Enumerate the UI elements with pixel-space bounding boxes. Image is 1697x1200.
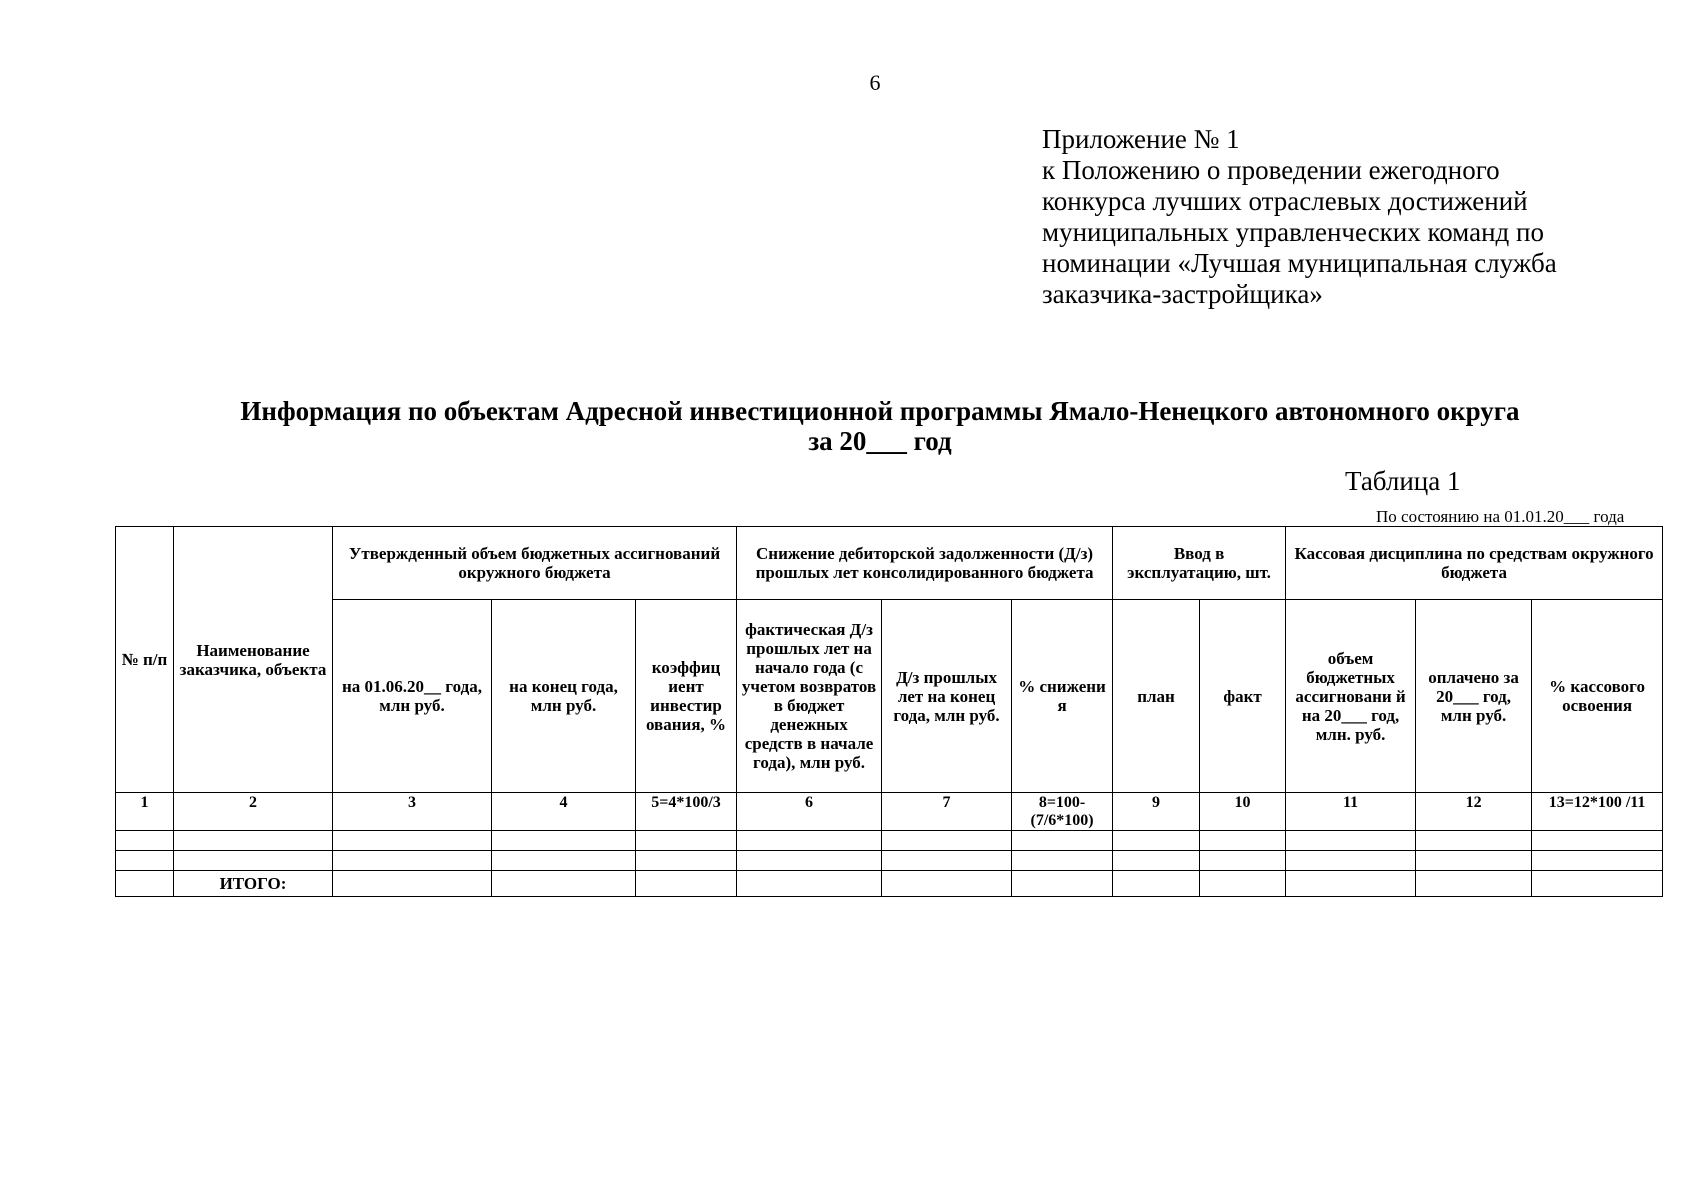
empty-cell [1012,871,1113,897]
subheader-cell: коэффиц иент инвестир ования, % [636,600,737,793]
total-label: ИТОГО: [174,871,333,897]
empty-cell [1113,851,1200,871]
empty-cell [492,831,636,851]
empty-cell [1113,871,1200,897]
subheader-cell: % кассового освоения [1532,600,1663,793]
empty-row [116,851,1663,871]
header-debt-group: Снижение дебиторской задолженности (Д/з) прошлых лет консолидированного бюджета [737,527,1113,600]
empty-cell [1286,871,1416,897]
empty-cell [1200,871,1286,897]
header-number: № п/п [116,527,174,793]
empty-cell [1416,871,1532,897]
empty-cell [737,871,882,897]
annex-line: Приложение № 1 [1042,124,1240,154]
empty-cell [636,871,737,897]
column-number: 12 [1416,793,1532,831]
subheader-cell: на 01.06.20__ года, млн руб. [333,600,492,793]
annex-block [1042,124,1662,310]
column-number: 9 [1113,793,1200,831]
subheader-cell: оплачено за 20___ год, млн руб. [1416,600,1532,793]
annex-line: к Положению о проведении ежегодного [1042,155,1500,185]
subheader-cell: объем бюджетных ассигновани й на 20___ год, млн. руб. [1286,600,1416,793]
empty-cell [333,871,492,897]
header-name: Наименование заказчика, объекта [174,527,333,793]
subheader-row [116,600,1663,793]
annex-line: заказчика-застройщика» [1042,279,1323,309]
empty-cell [1416,851,1532,871]
empty-cell [174,851,333,871]
empty-cell [1113,831,1200,851]
empty-cell [1012,851,1113,871]
empty-row [116,831,1663,851]
header-commission-group: Ввод в эксплуатацию, шт. [1113,527,1286,600]
subheader-cell: план [1113,600,1200,793]
investment-table [115,526,1663,897]
empty-cell [1200,831,1286,851]
empty-cell [492,851,636,871]
document-title-line: за 20___ год [808,426,952,456]
empty-cell [636,831,737,851]
subheader-cell: факт [1200,600,1286,793]
annex-line: конкурса лучших отраслевых достижений [1042,186,1528,216]
empty-cell [1532,871,1663,897]
column-number-row [116,793,1663,831]
empty-cell [174,831,333,851]
empty-cell [1532,851,1663,871]
page-number: 6 [869,70,881,95]
header-budget-group: Утвержденный объем бюджетных ассигнований окружного бюджета [333,527,737,600]
column-number: 7 [882,793,1012,831]
column-number: 10 [1200,793,1286,831]
empty-cell [882,831,1012,851]
empty-cell [1416,831,1532,851]
document-title-line: Информация по объектам Адресной инвестиционной программы Ямало-Ненецкого автономного округа [240,396,1520,426]
subheader-cell: % снижени я [1012,600,1113,793]
annex-line: муниципальных управленческих команд по [1042,217,1544,247]
empty-cell [882,871,1012,897]
subheader-cell: на конец года, млн руб. [492,600,636,793]
column-number: 4 [492,793,636,831]
empty-cell [333,851,492,871]
empty-cell [1012,831,1113,851]
column-number: 3 [333,793,492,831]
empty-cell [1286,831,1416,851]
column-number: 5=4*100/3 [636,793,737,831]
empty-cell [116,851,174,871]
subheader-cell: фактическая Д/з прошлых лет на начало года (с учетом возвратов в бюджет денежных средств в начале года), млн руб. [737,600,882,793]
column-number: 11 [1286,793,1416,831]
column-number: 2 [174,793,333,831]
table-label: Таблица 1 [1345,466,1461,496]
empty-cell [737,851,882,871]
total-row [116,871,1663,897]
empty-cell [492,871,636,897]
empty-cell [882,851,1012,871]
empty-cell [1286,851,1416,871]
empty-cell [116,831,174,851]
empty-cell [1532,831,1663,851]
empty-cell [1200,851,1286,871]
empty-cell [737,831,882,851]
column-number: 6 [737,793,882,831]
empty-cell [636,851,737,871]
as-of-date: По состоянию на 01.01.20___ года [1376,507,1625,526]
empty-cell [116,871,174,897]
annex-line: номинации «Лучшая муниципальная служба [1042,248,1557,278]
column-number: 13=12*100 /11 [1532,793,1663,831]
column-number: 1 [116,793,174,831]
header-cash-group: Кассовая дисциплина по средствам окружного бюджета [1286,527,1663,600]
column-number: 8=100-(7/6*100) [1012,793,1113,831]
header-row [116,527,1663,600]
document-title [120,396,1640,456]
empty-cell [333,831,492,851]
subheader-cell: Д/з прошлых лет на конец года, млн руб. [882,600,1012,793]
